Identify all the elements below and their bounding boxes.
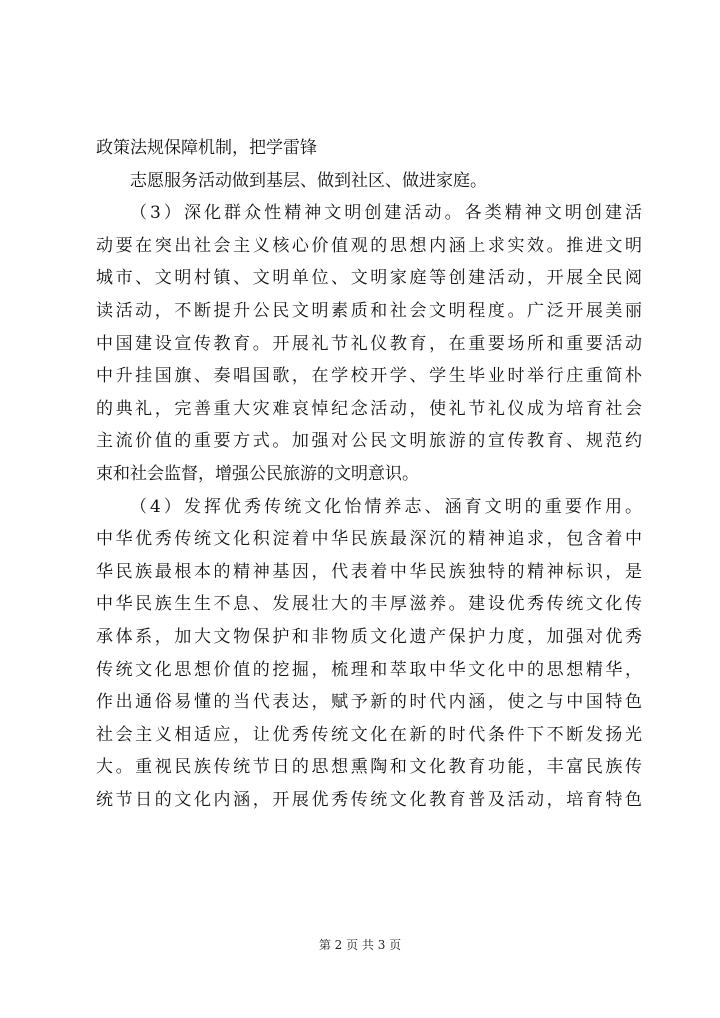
text-line-10: 主流价值的重要方式。加强对公民文明旅游的宣传教育、规范约 bbox=[96, 431, 642, 452]
text-line-18: 作出通俗易懂的当代表达，赋予新的时代内涵，使之与中国特色 bbox=[96, 692, 642, 713]
text-line-14: 华民族最根本的精神基因，代表着中华民族独特的精神标识，是 bbox=[96, 561, 642, 582]
text-line-21: 统节日的文化内涵，开展优秀传统文化教育普及活动，培育特色 bbox=[96, 789, 642, 810]
text-line-19: 社会主义相适应，让优秀传统文化在新的时代条件下不断发扬光 bbox=[96, 724, 642, 745]
text-line-17: 传统文化思想价值的挖掘，梳理和萃取中华文化中的思想精华， bbox=[96, 659, 642, 680]
text-line-2: 志愿服务活动做到基层、做到社区、做进家庭。 bbox=[130, 170, 487, 191]
text-line-4: 动要在突出社会主义核心价值观的思想内涵上求实效。推进文明 bbox=[96, 235, 642, 256]
page-number-footer: 第 2 页 共 3 页 bbox=[318, 938, 402, 952]
text-line-20: 大。重视民族传统节日的思想熏陶和文化教育功能，丰富民族传 bbox=[96, 757, 642, 778]
text-line-6: 读活动，不断提升公民文明素质和社会文明程度。广泛开展美丽 bbox=[96, 300, 642, 321]
text-line-7: 中国建设宣传教育。开展礼节礼仪教育，在重要场所和重要活动 bbox=[96, 333, 642, 354]
text-line-5: 城市、文明村镇、文明单位、文明家庭等创建活动，开展全民阅 bbox=[96, 268, 642, 289]
text-line-12: （4）发挥优秀传统文化怡情养志、涵育文明的重要作用。 bbox=[130, 496, 642, 517]
text-line-16: 承体系，加大文物保护和非物质文化遗产保护力度，加强对优秀 bbox=[96, 626, 642, 647]
text-line-15: 中华民族生生不息、发展壮大的丰厚滋养。建设优秀传统文化传 bbox=[96, 594, 642, 615]
text-line-11: 束和社会监督，增强公民旅游的文明意识。 bbox=[96, 463, 419, 484]
text-line-1: 政策法规保障机制，把学雷锋 bbox=[96, 138, 317, 158]
text-line-3: （3）深化群众性精神文明创建活动。各类精神文明创建活 bbox=[130, 203, 642, 224]
body-text bbox=[96, 132, 642, 816]
text-line-13: 中华优秀传统文化积淀着中华民族最深沉的精神追求，包含着中 bbox=[96, 529, 642, 550]
text-line-8: 中升挂国旗、奏唱国歌，在学校开学、学生毕业时举行庄重简朴 bbox=[96, 366, 642, 387]
text-line-9: 的典礼，完善重大灾难哀悼纪念活动，使礼节礼仪成为培育社会 bbox=[96, 398, 642, 419]
